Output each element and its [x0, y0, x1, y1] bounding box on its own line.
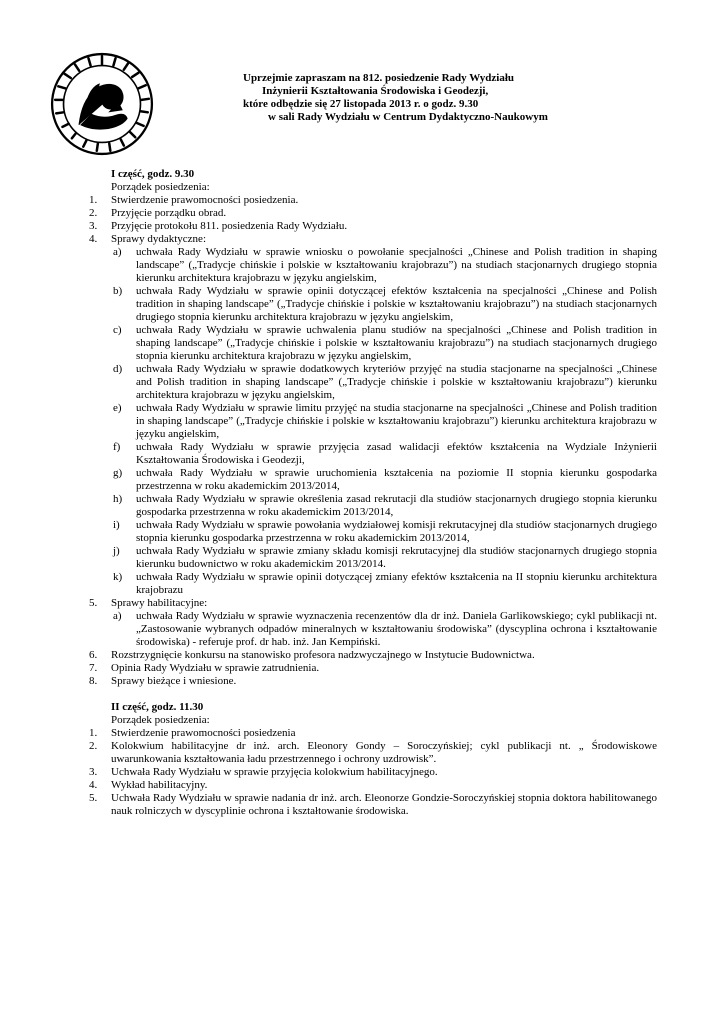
list-item: 7. Opinia Rady Wydziału w sprawie zatrudnienia.	[89, 662, 320, 674]
sub-item: g) uchwała Rady Wydziału w sprawie uruchomienia kształcenia na poziomie II stopnia kierunku gospodarka przestrzenna w roku akademickim 2013/2014,	[113, 467, 657, 492]
sub-item: d) uchwała Rady Wydziału w sprawie dodatkowych kryteriów przyjęć na studia stacjonarne na specjalności „Chinese and Polish tradition in shaping landscape” („Tradycje chińskie i polskie w kształtowaniu krajobrazu”) kierunku architektura krajobrazu w języku angielskim,	[113, 363, 657, 401]
habilitation-sublist	[111, 610, 657, 649]
part1-list	[89, 194, 657, 688]
list-item: 2. Przyjęcie porządku obrad.	[89, 207, 227, 219]
sub-item: a) uchwała Rady Wydziału w sprawie wniosku o powołanie specjalności „Chinese and Polish tradition in shaping landscape” („Tradycje chińskie i polskie w kształtowaniu krajobrazu”) na studiach stacjonarnych drugiego stopnia kierunku architektura krajobrazu w języku angielskim,	[113, 246, 657, 284]
part2-list	[89, 727, 657, 818]
list-item: 1. Stwierdzenie prawomocności posiedzenia	[89, 727, 296, 739]
list-item: 3. Przyjęcie protokołu 811. posiedzenia Rady Wydziału.	[89, 220, 348, 232]
part1-title: I część, godz. 9.30	[111, 168, 195, 180]
sub-item: h) uchwała Rady Wydziału w sprawie określenia zasad rekrutacji dla studiów stacjonarnych drugiego stopnia kierunku gospodarka przestrzenna w roku akademickim 2013/2014,	[113, 493, 657, 518]
sub-item: k) uchwała Rady Wydziału w sprawie opinii dotyczącej zmiany efektów kształcenia na II stopniu kierunku architektura krajobrazu	[113, 571, 657, 596]
sub-item: a) uchwała Rady Wydziału w sprawie wyznaczenia recenzentów dla dr inż. Daniela Garlikowskiego; cykl publikacji nt. „Zastosowanie wybranych odpadów mineralnych w kształtowaniu środowiska” (dyscyplina ochrona i kształtowanie środowiska) - referuje prof. dr hab. inż. Jan Kempiński.	[113, 610, 657, 648]
sub-item: b) uchwała Rady Wydziału w sprawie opinii dotyczącej efektów kształcenia na specjalności „Chinese and Polish tradition in shaping landscape” („Tradycje chińskie i polskie w kształtowaniu krajobrazu”) na studiach stacjonarnych drugiego stopnia kierunku architektura krajobrazu w języku angielskim,	[113, 285, 657, 323]
agenda-body	[89, 168, 657, 818]
list-item: 1. Stwierdzenie prawomocności posiedzenia.	[89, 194, 299, 206]
list-item: 4. Wykład habilitacyjny.	[89, 779, 208, 791]
part2-title: II część, godz. 11.30	[111, 701, 204, 713]
list-item: 8. Sprawy bieżące i wniesione.	[89, 675, 237, 687]
list-item: 5. Sprawy habilitacyjne: a) uchwała Rady Wydziału w sprawie wyznaczenia recenzentów dla dr inż. Daniela Garlikowskiego; cykl publikacji nt. „Zastosowanie wybranych odpadów mineralnych w kształtowaniu środowiska” (dyscyplina ochrona i kształtowanie środowiska) - referuje prof. dr hab. inż. Jan Kempiński.	[89, 597, 657, 648]
header-line-2: Inżynierii Kształtowania Środowiska i Geodezji,	[262, 85, 489, 97]
list-item: 4. Sprawy dydaktyczne: a) uchwała Rady Wydziału w sprawie wniosku o powołanie specjalności „Chinese and Polish tradition in shaping landscape” („Tradycje chińskie i polskie w kształtowaniu krajobrazu”) na studiach stacjonarnych drugiego stopnia kierunku architektura krajobrazu w języku angielskim, b) uchwała Rady Wydziału w sprawie opinii dotyczącej efektów kształcenia na specjalności „Chinese and Polish tradition in shaping landscape” („Tradycje chińskie i polskie w kształtowaniu krajobrazu”) na studiach stacjonarnych drugiego stopnia kierunku architektura krajobrazu w języku angielskim, c) uchwała Rady Wydziału w sprawie uchwalenia planu studiów na specjalności „Chinese and Polish tradition in shaping landscape” („Tradycje chińskie i polskie w kształtowaniu krajobrazu”) na studiach stacjonarnych drugiego stopnia kierunku architektura krajobrazu w języku angielskim, d) uchwała Rady Wydziału w sprawie dodatkowych kryteriów przyjęć na studia stacjonarne na specjalności „Chinese and Polish tradition in shaping landscape” („Tradycje chińskie i polskie w kształtowaniu krajobrazu”) kierunku architektura krajobrazu w języku angielskim, e) uchwała Rady Wydziału w sprawie limitu przyjęć na studia stacjonarne na specjalności „Chinese and Polish tradition in shaping landscape” („Tradycje chińskie i polskie w kształtowaniu krajobrazu”) kierunku architektura krajobrazu w języku angielskim, f) uchwała Rady Wydziału w sprawie przyjęcia zasad walidacji efektów kształcenia na Wydziale Inżynierii Kształtowania Środowiska i Geodezji, g) uchwała Rady Wydziału w sprawie uruchomienia kształcenia na poziomie II stopnia kierunku gospodarka przestrzenna w roku akademickim 2013/2014, h) uchwała Rady Wydziału w sprawie określenia zasad rekrutacji dla studiów stacjonarnych drugiego stopnia kierunku gospodarka przestrzenna w roku akademickim 2013/2014, i) uchwała Rady Wydziału w sprawie powołania wydziałowej komisji rekrutacyjnej dla studiów stacjonarnych drugiego stopnia kierunku gospodarka przestrzenna w roku akademickim 2013/2014, j) uchwała Rady Wydziału w sprawie zmiany składu komisji rekrutacyjnej dla studiów stacjonarnych drugiego stopnia kierunku budownictwo w roku akademickim 2013/2014. k) uchwała Rady Wydziału w sprawie opinii dotyczącej zmiany efektów kształcenia na II stopniu kierunku architektura krajobrazu	[89, 233, 657, 596]
list-item: 3. Uchwała Rady Wydziału w sprawie przyjęcia kolokwium habilitacyjnego.	[89, 766, 438, 778]
header-line-4: w sali Rady Wydziału w Centrum Dydaktyczno-Naukowym	[268, 111, 548, 123]
list-item: 2. Kolokwium habilitacyjne dr inż. arch. Eleonory Gondy – Soroczyńskiej; cykl publikacji nt. „ Środowiskowe uwarunkowania kształtowania ładu przestrzennego i ochrony uzdrowisk”.	[89, 740, 657, 765]
didactic-sublist	[111, 246, 657, 597]
header-line-1: Uprzejmie zapraszam na 812. posiedzenie Rady Wydziału	[243, 72, 515, 84]
sub-item: j) uchwała Rady Wydziału w sprawie zmiany składu komisji rekrutacyjnej dla studiów stacjonarnych drugiego stopnia kierunku budownictwo w roku akademickim 2013/2014.	[113, 545, 657, 570]
sub-item: i) uchwała Rady Wydziału w sprawie powołania wydziałowej komisji rekrutacyjnej dla studiów stacjonarnych drugiego stopnia kierunku gospodarka przestrzenna w roku akademickim 2013/2014,	[113, 519, 657, 544]
sub-item: c) uchwała Rady Wydziału w sprawie uchwalenia planu studiów na specjalności „Chinese and Polish tradition in shaping landscape” („Tradycje chińskie i polskie w kształtowaniu krajobrazu”) na studiach stacjonarnych drugiego stopnia kierunku architektura krajobrazu w języku angielskim,	[113, 324, 657, 362]
part1-subtitle: Porządek posiedzenia:	[111, 181, 210, 193]
list-item: 5. Uchwała Rady Wydziału w sprawie nadania dr inż. arch. Eleonorze Gondzie-Soroczyńskiej stopnia doktora habilitowanego nauk rolniczych w dyscyplinie ochrona i kształtowanie środowiska.	[89, 792, 657, 817]
part2-subtitle: Porządek posiedzenia:	[111, 714, 210, 726]
university-seal-icon	[50, 52, 154, 156]
sub-item: f) uchwała Rady Wydziału w sprawie przyjęcia zasad walidacji efektów kształcenia na Wydziale Inżynierii Kształtowania Środowiska i Geodezji,	[113, 441, 657, 466]
sub-item: e) uchwała Rady Wydziału w sprawie limitu przyjęć na studia stacjonarne na specjalności „Chinese and Polish tradition in shaping landscape” („Tradycje chińskie i polskie w kształtowaniu krajobrazu”) kierunku architektura krajobrazu w języku angielskim,	[113, 402, 657, 440]
list-item: 6. Rozstrzygnięcie konkursu na stanowisko profesora nadzwyczajnego w Instytucie Budownictwa.	[89, 649, 535, 661]
header-line-3: które odbędzie się 27 listopada 2013 r. o godz. 9.30	[243, 98, 479, 110]
